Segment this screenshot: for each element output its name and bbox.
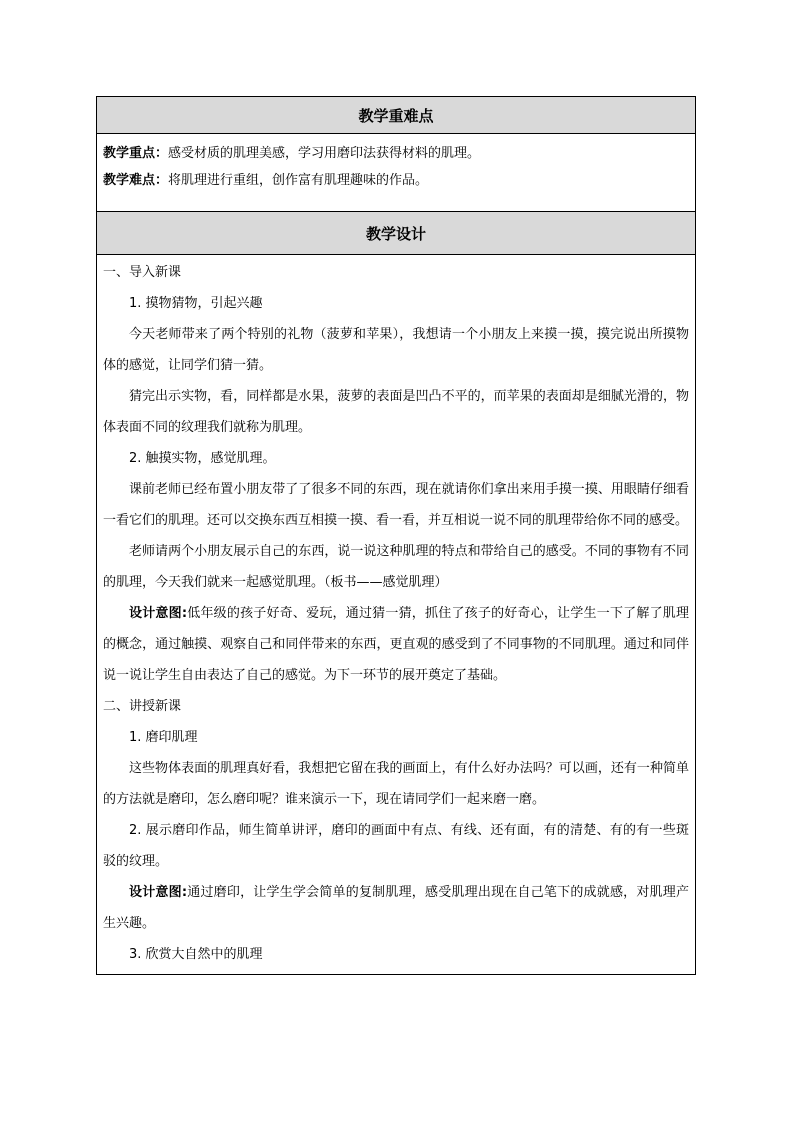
design-intent-label: 设计意图: (129, 885, 188, 900)
key-point-text: 感受材质的肌理美感，学习用磨印法获得材料的肌理。 (168, 146, 481, 161)
step-heading: 3. 欣赏大自然中的肌理 (129, 947, 263, 962)
difficulty-section-body (97, 134, 695, 212)
difficult-point-label: 教学难点： (103, 173, 169, 188)
body-paragraph: 今天老师带来了两个特别的礼物（菠萝和苹果），我想请一个小朋友上来摸一摸，摸完说出所摸物体的感觉，让同学们猜一猜。 (103, 327, 689, 373)
design-intent-paragraph (103, 877, 689, 939)
design-intent-text: 低年级的孩子好奇、爱玩，通过猜一猜，抓住了孩子的好奇心，让学生一下了解了肌理的概念，通过触摸、观察自己和同伴带来的东西，更直观的感受到了不同事物的不同肌理。通过和同伴说一说让学生自由表达了自己的感觉。为下一环节的展开奠定了基础。 (103, 606, 689, 683)
section-heading-intro: 一、导入新课 (103, 265, 182, 280)
design-intent-label: 设计意图: (129, 606, 188, 621)
design-intent-paragraph (103, 598, 689, 691)
body-paragraph: 老师请两个小朋友展示自己的东西，说一说这种肌理的特点和带给自己的感受。不同的事物有不同的肌理，今天我们就来一起感觉肌理。（板书——感觉肌理） (103, 544, 689, 590)
design-intent-text: 通过磨印，让学生学会简单的复制肌理，感受肌理出现在自己笔下的成就感，对肌理产生兴趣。 (103, 885, 689, 931)
step-heading: 2. 触摸实物，感觉肌理。 (129, 451, 276, 466)
body-paragraph: 2. 展示磨印作品，师生简单讲评，磨印的画面中有点、有线、还有面，有的清楚、有的有一些斑驳的纹理。 (103, 823, 689, 869)
step-heading: 1. 摸物猜物，引起兴趣 (129, 296, 263, 311)
difficult-point-text: 将肌理进行重组，创作富有肌理趣味的作品。 (168, 173, 429, 188)
section-heading-new-lesson: 二、讲授新课 (103, 699, 182, 714)
body-paragraph: 课前老师已经布置小朋友带了了很多不同的东西，现在就请你们拿出来用手摸一摸、用眼睛仔细看一看它们的肌理。还可以交换东西互相摸一摸、看一看，并互相说一说不同的肌理带给你不同的感受。 (103, 482, 689, 528)
step-heading: 1. 磨印肌理 (129, 730, 198, 745)
body-paragraph: 猜完出示实物，看，同样都是水果，菠萝的表面是凹凸不平的，而苹果的表面却是细腻光滑的，物体表面不同的纹理我们就称为肌理。 (103, 389, 689, 435)
key-point-label: 教学重点： (103, 146, 169, 161)
body-paragraph: 这些物体表面的肌理真好看，我想把它留在我的画面上，有什么好办法吗？可以画，还有一种简单的方法就是磨印，怎么磨印呢？谁来演示一下，现在请同学们一起来磨一磨。 (103, 761, 689, 807)
difficulty-section-title: 教学重难点 (97, 97, 695, 134)
design-section-body (97, 255, 695, 974)
lesson-plan-table (96, 96, 696, 975)
design-section-title: 教学设计 (97, 212, 695, 255)
key-point-line (103, 140, 689, 167)
difficult-point-line (103, 167, 689, 194)
